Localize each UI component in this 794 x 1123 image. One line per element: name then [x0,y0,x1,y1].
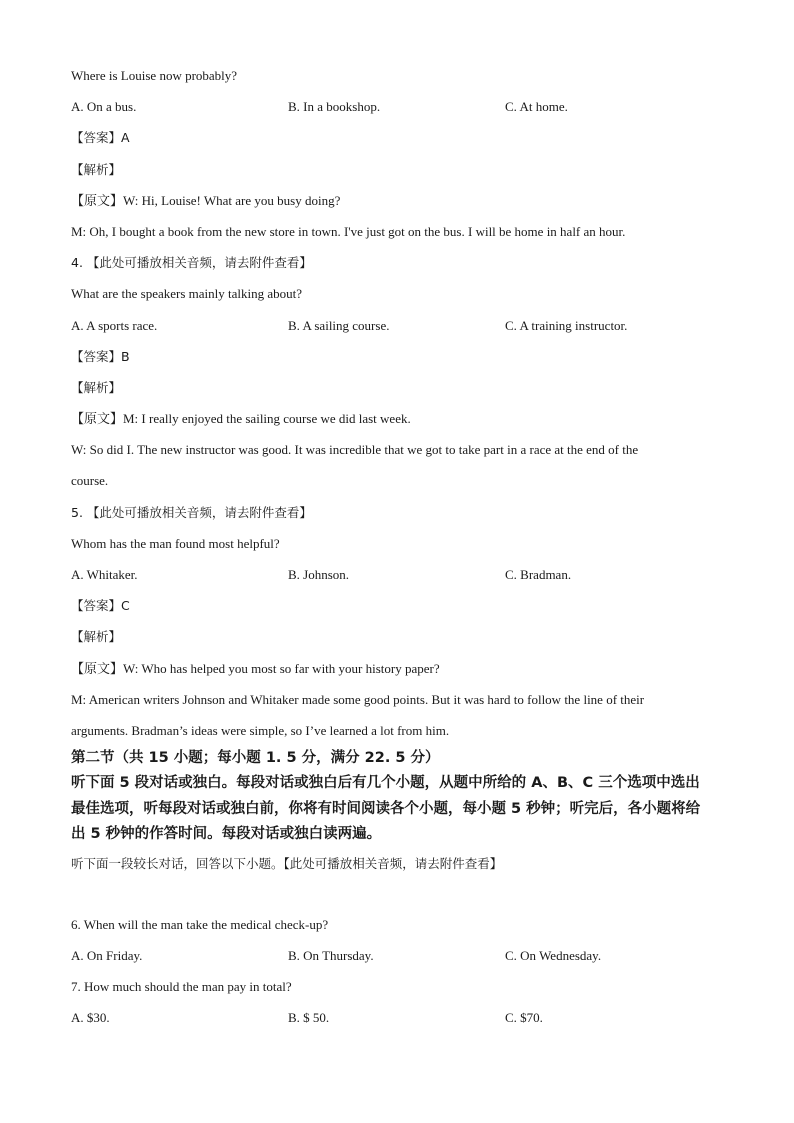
document-page [71,60,731,1034]
question-text: Where is Louise now probably? [71,68,238,83]
options-row [71,310,731,341]
spacer [71,879,731,909]
question-text: Whom has the man found most helpful? [71,535,280,551]
option-b: B. On Thursday. [288,948,374,963]
analysis-label: 【解析】 [71,379,122,395]
answer-label: 【答案】C [71,598,130,614]
answer-label: 【答案】B [71,348,130,364]
option-a: A. On a bus. [71,99,137,115]
option-b: B. Johnson. [288,567,350,582]
option-c: C. On Wednesday. [505,948,602,963]
option-b: B. In a bookshop. [288,99,381,115]
answer-label: 【答案】A [71,130,130,146]
analysis-label: 【解析】 [71,629,122,645]
question-text: 7. How much should the man pay in total? [71,979,292,995]
options-row [71,940,731,971]
section-prompt: 听下面一段较长对话，回答以下小题。【此处可播放相关音频，请去附件查看】 [71,855,503,871]
option-a: A. $30. [71,1010,110,1026]
transcript-line: M: Oh, I bought a book from the new store in town. I've just got on the bus. I will be home in half an hour. [71,223,626,239]
option-a: A. A sports race. [71,317,158,333]
option-c: C. Bradman. [505,567,572,582]
option-c: C. At home. [505,99,568,115]
option-b: B. A sailing course. [288,317,390,333]
transcript-line: 【原文】W: Hi, Louise! What are you busy doing? [71,192,341,208]
options-row [71,1002,731,1033]
transcript-line: W: So did I. The new instructor was good. It was incredible that we got to take part in a race at the end of the [71,442,639,458]
option-a: A. Whitaker. [71,567,138,582]
option-c: C. A training instructor. [505,317,628,333]
transcript-line: 【原文】W: Who has helped you most so far with your history paper? [71,660,440,676]
transcript-line: course. [71,473,109,489]
option-a: A. On Friday. [71,948,143,963]
analysis-label: 【解析】 [71,161,122,177]
option-b: B. $ 50. [288,1010,330,1026]
options-row [71,91,731,122]
transcript-line: arguments. Bradman’s ideas were simple, so I’ve learned a lot from him. [71,722,450,738]
question-header: 5. 【此处可播放相关音频，请去附件查看】 [71,504,312,520]
question-text: What are the speakers mainly talking about? [71,286,303,302]
section-title: 第二节（共 15 小题；每小题 1. 5 分，满分 22. 5 分） [71,750,440,767]
options-row [71,559,731,590]
section-instructions: 听下面 5 段对话或独白。每段对话或独白后有几个小题，从题中所给的 A、B、C 三个选项中选出最佳选项，听每段对话或独白前，你将有时间阅读各个小题，每小题 5 秒钟；听完后，各小题将给出 5 秒钟的作答时间。每段对话或独白读两遍。 [71,775,701,843]
question-header: 4. 【此处可播放相关音频，请去附件查看】 [71,255,312,271]
question-text: 6. When will the man take the medical check-up? [71,916,329,932]
option-c: C. $70. [505,1010,543,1026]
transcript-line: 【原文】M: I really enjoyed the sailing course we did last week. [71,411,411,427]
transcript-line: M: American writers Johnson and Whitaker made some good points. But it was hard to follow the line of their [71,691,645,707]
